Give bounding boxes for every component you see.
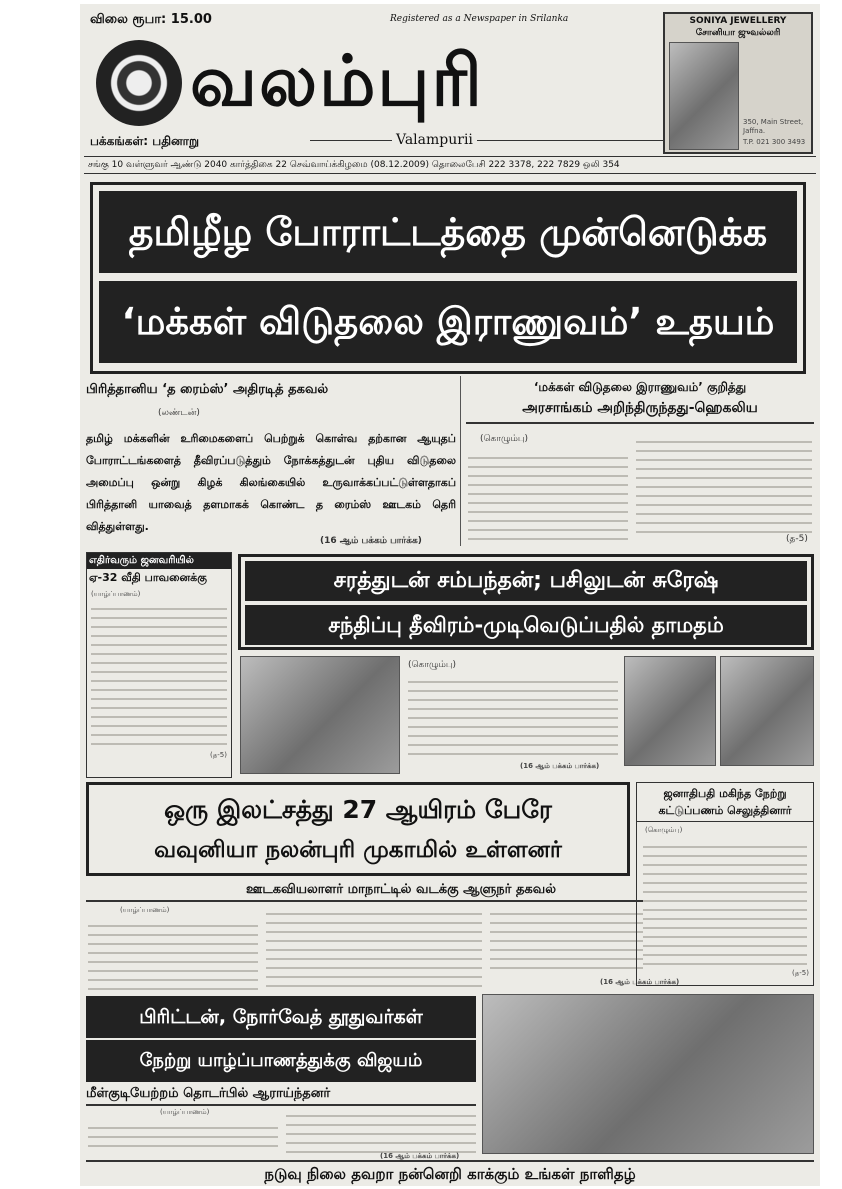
story5-title-line1: ஒரு இலட்சத்து 27 ஆயிரம் பேரே: [164, 795, 552, 824]
main-headline-line2: ‘மக்கள் விடுதலை இராணுவம்’ உதயம்: [99, 281, 797, 363]
story1-cont: (16 ஆம் பக்கம் பார்க்க): [320, 536, 422, 546]
footer-slogan: நடுவு நிலை தவறா நன்னெறி காக்கும் உங்கள் நாளிதழ்: [86, 1160, 814, 1184]
masthead-latin-title: Valampurii: [392, 132, 477, 148]
story5-text-col2: [266, 906, 482, 992]
story2-title-line2: அரசாங்கம் அறிந்திருந்தது-ஹெகலிய: [466, 400, 814, 424]
story6-text: [643, 839, 807, 969]
ad-phone: T.P. 021 300 3493: [743, 138, 806, 146]
story1-source: (லண்டன்): [158, 408, 200, 418]
story3-text: [91, 601, 227, 751]
registered-note: Registered as a Newspaper in Srilanka: [390, 14, 569, 24]
story3-source: (யாழ்ப்பாணம்): [91, 590, 141, 598]
dateline: சங்கு 10 வள்ளுவர் ஆண்டு 2040 கார்த்திகை 22 செவ்வாய்க்கிழமை (08.12.2009) தொலைபேசி 222 3378, 222 7829 ஒலி 354: [84, 156, 816, 174]
story5-text-col1: [88, 918, 258, 992]
newspaper-page: [80, 4, 820, 1186]
story1-body: தமிழ் மக்களின் உரிமைகளைப் பெற்றுக் கொள்வ தற்கான ஆயுதப் போராட்டங்களைத் தீவிரப்படுத்தும் நோக்கத்துடன் புதிய விடுதலை அமைப்பு ஒன்று கிழக் கிலங்கையில் உருவாக்கப்பட்டுள்ளதாகப் பிரித்தானி யாவைத் தளமாகக் கொண்ட த ரைம்ஸ் ஊடகம் தெரி வித்துள்ளது.: [86, 432, 456, 533]
story3-title-line1: எதிர்வரும் ஜனவரியில்: [87, 553, 231, 569]
ad-brand: SONIYA JEWELLERY: [689, 16, 787, 26]
ad-address: 350, Main Street, Jaffna.: [743, 118, 804, 135]
story4-source: (கொழும்பு): [408, 660, 457, 670]
column-divider: [460, 376, 461, 546]
story4-photo-left: [240, 656, 400, 774]
story5-title-line2: வவுனியா நலன்புரி முகாமில் உள்ளனர்: [154, 837, 562, 863]
story6-title-line2: கட்டுப்பணம் செலுத்தினார்: [637, 802, 813, 822]
story4-photo-right: [720, 656, 814, 766]
story5-headline-box: [86, 782, 630, 876]
story7-cont: (16 ஆம் பக்கம் பார்க்க): [380, 1152, 460, 1160]
story4-text: [408, 674, 618, 760]
main-headline-line1: தமிழீழ போராட்டத்தை முன்னெடுக்க: [99, 191, 797, 273]
story5-subtitle: ஊடகவியலாளர் மாநாட்டில் வடக்கு ஆளுநர் தகவல்: [86, 882, 716, 902]
pages-label: பக்கங்கள்: பதினாறு: [90, 134, 199, 148]
story4-photo-mid: [624, 656, 716, 766]
story7-meeting-photo: [482, 994, 814, 1154]
story3-title-line2: ஏ-32 வீதி பாவனைக்கு: [89, 571, 207, 584]
story4-title-line1: சரத்துடன் சம்பந்தன்; பசிலுடன் சுரேஷ்: [245, 561, 807, 601]
story2-source: (கொழும்பு): [480, 434, 529, 444]
story7-text-col2: [286, 1108, 476, 1154]
story2-text-column: [468, 450, 628, 540]
title-rule: [310, 140, 690, 141]
story6-title-line1: ஜனாதிபதி மகிந்த நேற்று: [663, 787, 787, 800]
story5-cont: (16 ஆம் பக்கம் பார்க்க): [600, 978, 680, 986]
story7-subtitle: மீள்குடியேற்றம் தொடர்பில் ஆராய்ந்தனர்: [86, 1086, 476, 1106]
story3-box: [86, 552, 232, 778]
story6-tag: (த-5): [791, 969, 809, 977]
ad-model-photo: [669, 42, 739, 150]
story4-title-line2: சந்திப்பு தீவிரம்-முடிவெடுப்பதில் தாமதம்: [245, 605, 807, 645]
story5-source: (யாழ்ப்பாணம்): [120, 906, 170, 914]
story6-box: [636, 782, 814, 986]
story4-cont: (16 ஆம் பக்கம் பார்க்க): [520, 762, 600, 770]
story6-source: (கொழும்பு): [645, 826, 683, 834]
masthead-title: வலம்புரி: [190, 40, 484, 122]
main-headline-box: [90, 182, 806, 374]
story7-title-line1: பிரிட்டன், நோர்வேத் தூதுவர்கள்: [86, 996, 476, 1038]
story7-title-line2: நேற்று யாழ்ப்பாணத்துக்கு விஜயம்: [86, 1040, 476, 1082]
jewellery-ad: [663, 12, 813, 154]
price-label: விலை ரூபா: 15.00: [90, 12, 212, 27]
story7-text-col1: [88, 1120, 278, 1154]
story1-title: பிரித்தானிய ‘த ரைம்ஸ்’ அதிரடித் தகவல்: [86, 382, 329, 397]
story4-headline-box: [238, 554, 814, 650]
ad-brand-tamil: சோனியா ஜுவல்லரி: [695, 28, 781, 38]
story3-tag: (த-5): [209, 751, 227, 759]
story2-tag: (த-5): [786, 534, 808, 544]
story7-source: (யாழ்ப்பாணம்): [160, 1108, 210, 1116]
story2-title-line1: ‘மக்கள் விடுதலை இராணுவம்’ குறித்து: [533, 380, 747, 394]
story2-text-column: [636, 434, 812, 534]
conch-logo-icon: [96, 40, 182, 126]
